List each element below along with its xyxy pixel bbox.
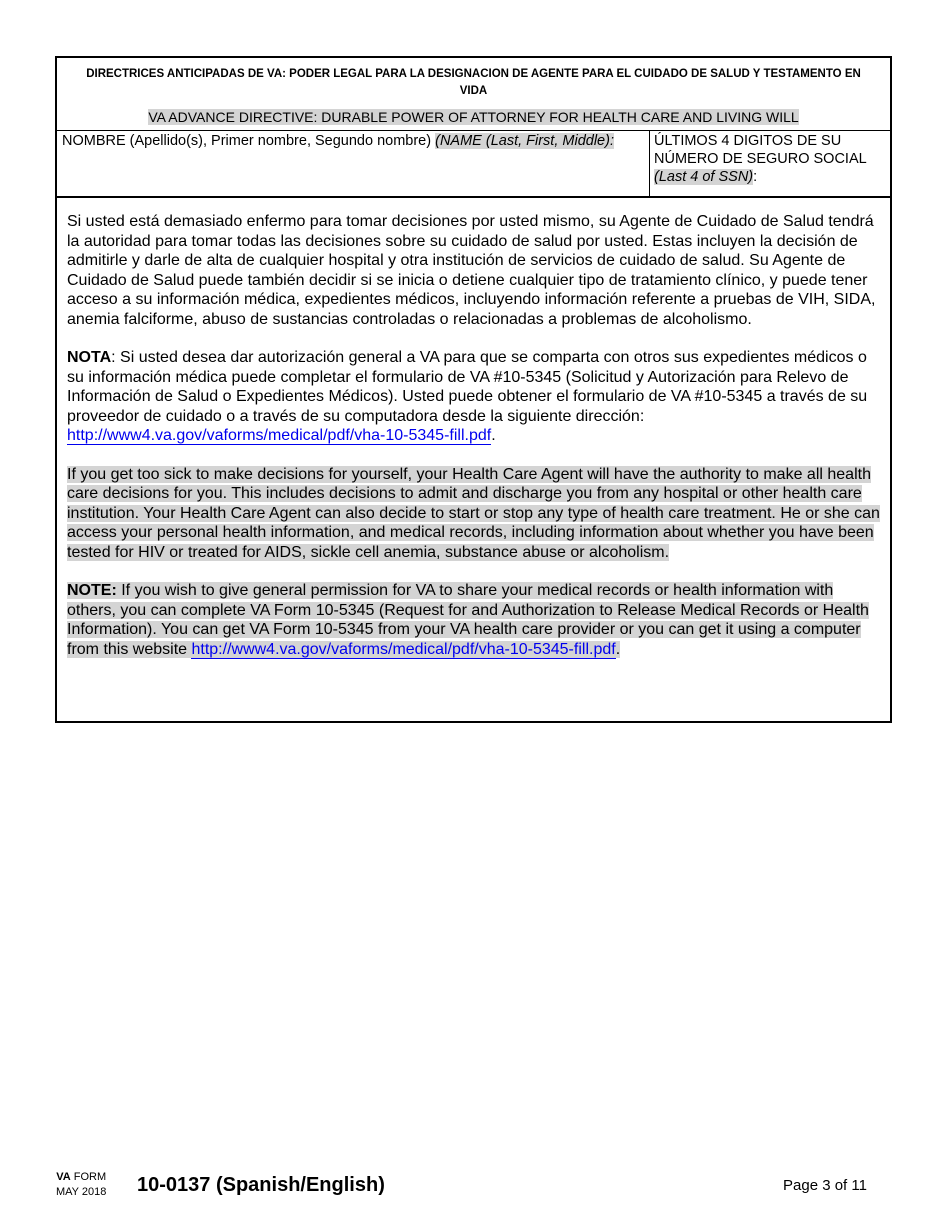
footer-date: MAY 2018	[56, 1186, 107, 1198]
ssn-field[interactable]	[654, 132, 886, 186]
title-spanish: DIRECTRICES ANTICIPADAS DE VA: PODER LEGAL PARA LA DESIGNACION DE AGENTE PARA EL CUIDADO DE SALUD Y TESTAMENTO EN VIDA	[86, 68, 861, 97]
nota-text: : Si usted desea dar autorización general a VA para que se comparta con otros sus expedientes médicos o su información médica puede completar el formulario de VA #10-5345 (Solicitud y Autorización para Relevo de Información de Salud o Expedientes Médicos). Usted puede obtener el formulario de VA #10-5345 a través de su proveedor de cuidado o a través de su computadora desde la siguiente dirección:	[67, 349, 868, 425]
footer-form-label	[56, 1170, 106, 1200]
ssn-label-en: (Last 4 of SSN)	[654, 169, 754, 185]
paragraph-spanish-1: Si usted está demasiado enfermo para tomar decisiones por usted mismo, su Agente de Cuidado de Salud tendrá la autoridad para tomar todas las decisiones sobre su cuidado de salud por usted. Estas incluyen la decisión de admitirle y darle de alta de cualquier hospital y otra institución de servicios de cuidado de salud. Su Agente de Cuidado de Salud puede también decidir si se inicia o detiene cualquier tipo de tratamiento clínico, y puede tener acceso a su información médica, expedientes médicos, incluyendo información referente a pruebas de VIH, SIDA, anemia falciforme, abuso de sustancias controladas o relacionadas a problemas de alcoholismo.	[67, 213, 876, 328]
footer-page-number: Page 3 of 11	[783, 1177, 867, 1194]
footer-form-number: 10-0137 (Spanish/English)	[137, 1174, 385, 1196]
instructions-box	[55, 196, 892, 723]
nota-end: .	[491, 427, 496, 444]
footer-form-word: FORM	[70, 1171, 107, 1183]
title-english	[57, 109, 890, 125]
form-header-box	[55, 56, 892, 198]
note-label: NOTE:	[67, 582, 117, 599]
header-divider	[57, 130, 890, 131]
name-field[interactable]	[62, 132, 647, 150]
paragraph-nota	[67, 348, 880, 446]
paragraph-note	[67, 581, 880, 659]
paragraph-english-1-text: If you get too sick to make decisions for yourself, your Health Care Agent will have the authority to make all health care decisions for you. This includes decisions to admit and discharge you from any hospital or other health care institution. Your Health Care Agent can also decide to start or stop any type of health care treatment. He or she can access your personal health information, and medical records, including information about whether you have been tested for HIV or treated for AIDS, sickle cell anemia, substance abuse or alcoholism.	[67, 465, 880, 561]
note-end: .	[615, 640, 621, 658]
cell-divider	[649, 130, 650, 196]
ssn-colon: :	[753, 169, 758, 185]
ssn-label-es: ÚLTIMOS 4 DIGITOS DE SU NÚMERO DE SEGURO SOCIAL	[654, 133, 867, 167]
paragraph-english-1	[67, 465, 880, 563]
name-label-en: (NAME (Last, First, Middle):	[435, 133, 614, 149]
footer-va: VA	[56, 1171, 71, 1183]
note-text: If you wish to give general permission for VA to share your medical records or health information with others, you can complete VA Form 10-5345 (Request for and Authorization to Release Medical Records or Health Information). You can get VA Form 10-5345 from your VA health care provider or you can get it using a computer from this website	[67, 582, 869, 658]
nota-link[interactable]: http://www4.va.gov/vaforms/medical/pdf/vha-10-5345-fill.pdf	[67, 427, 492, 444]
note-link[interactable]: http://www4.va.gov/vaforms/medical/pdf/vha-10-5345-fill.pdf	[191, 640, 616, 658]
nota-label: NOTA	[67, 349, 112, 366]
name-label-es: NOMBRE (Apellido(s), Primer nombre, Segundo nombre)	[62, 133, 432, 149]
title-english-text: VA ADVANCE DIRECTIVE: DURABLE POWER OF ATTORNEY FOR HEALTH CARE AND LIVING WILL	[148, 109, 799, 125]
